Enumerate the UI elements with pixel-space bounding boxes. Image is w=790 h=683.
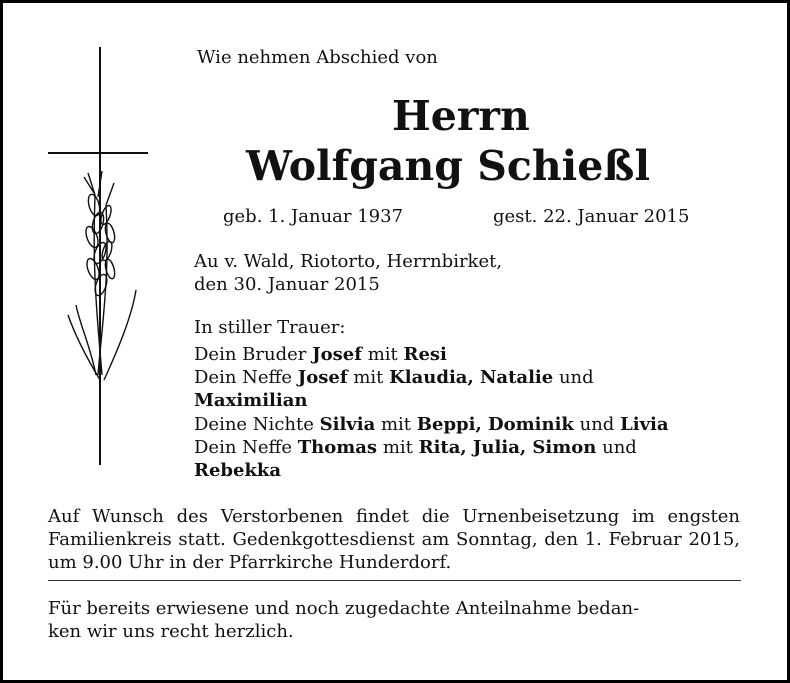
thanks-line-1: Für bereits erwiesene und noch zugedachte Anteilnahme bedan-	[48, 598, 640, 619]
divider	[48, 580, 741, 581]
death-date: gest. 22. Januar 2015	[493, 206, 690, 227]
intro-text: Wie nehmen Abschied von	[197, 47, 438, 68]
mourning-intro: In stiller Trauer:	[194, 317, 346, 338]
mourner-line: Deine Nichte Silvia mit Beppi, Dominik und Livia	[194, 414, 669, 435]
mourner-line: Dein Bruder Josef mit Resi	[194, 344, 447, 365]
mourner-line: Dein Neffe Josef mit Klaudia, Natalie und	[194, 367, 594, 388]
place-line-2: den 30. Januar 2015	[194, 274, 380, 295]
honorific: Herrn	[392, 92, 530, 140]
cross-icon	[40, 45, 160, 465]
wheat-icon	[68, 171, 136, 380]
place-line-1: Au v. Wald, Riotorto, Herrnbirket,	[194, 251, 503, 272]
thanks-line-2: ken wir uns recht herzlich.	[48, 621, 294, 642]
deceased-name: Wolfgang Schießl	[246, 142, 651, 190]
funeral-notice: Auf Wunsch des Verstorbenen findet die Urnenbeisetzung im engsten Familienkreis statt. Gedenkgottesdienst am Sonntag, den 1. Februar 2015, um 9.00 Uhr in der Pfarrkirche Hunderdorf.	[48, 506, 740, 573]
mourner-line: Rebekka	[194, 460, 282, 481]
mourner-line: Maximilian	[194, 390, 308, 411]
mourner-line: Dein Neffe Thomas mit Rita, Julia, Simon und	[194, 437, 637, 458]
birth-date: geb. 1. Januar 1937	[223, 206, 404, 227]
